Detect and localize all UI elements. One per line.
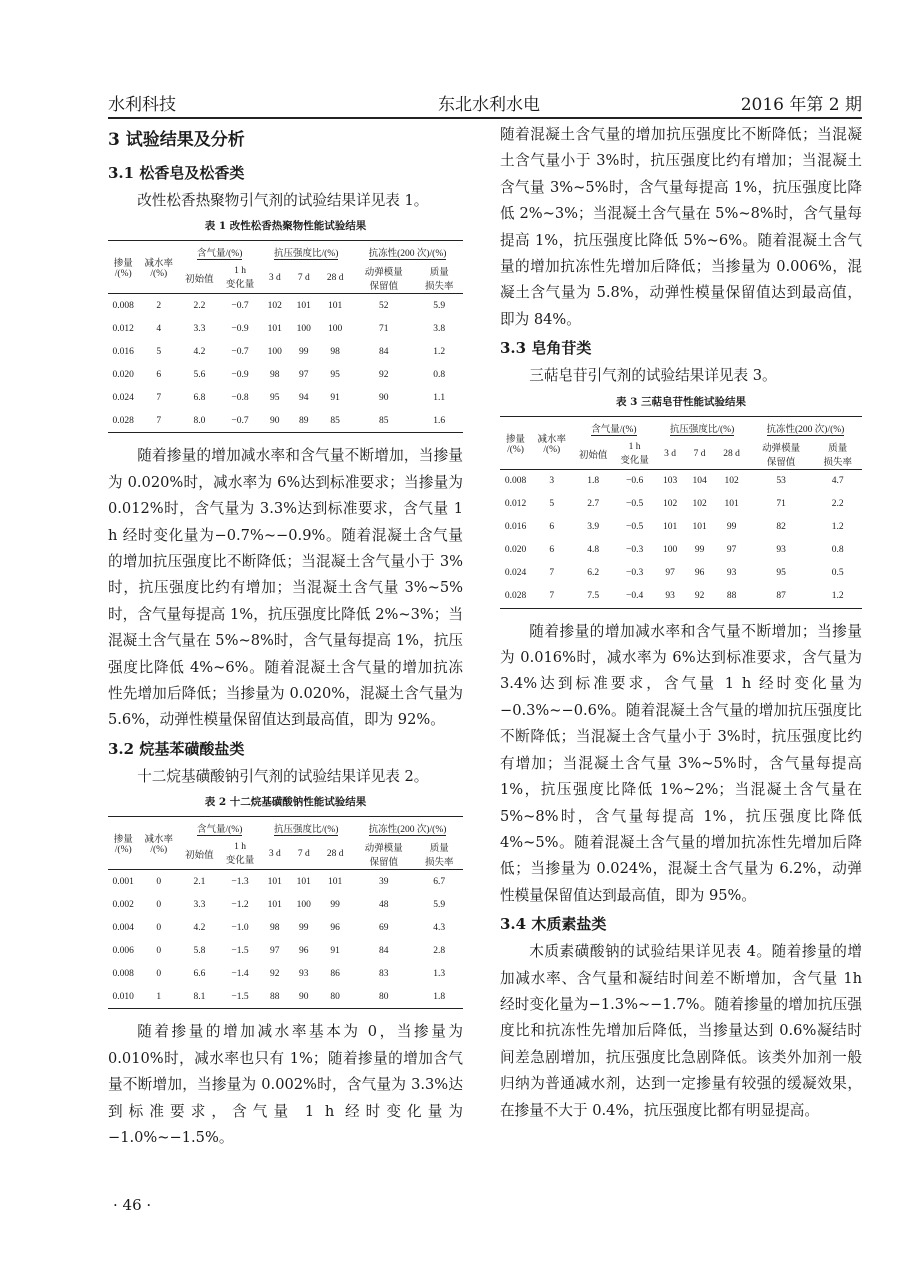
col-water-reduction: 减水率 /(%) — [531, 416, 572, 469]
table-row — [108, 294, 463, 318]
col-1h-change: 1 h 变化量 — [220, 263, 261, 294]
col-7d: 7 d — [289, 263, 318, 294]
col-mass-loss: 质量 损失率 — [415, 839, 463, 870]
table-cell: 93 — [655, 585, 685, 609]
table-cell: 4.2 — [193, 922, 206, 933]
section-3-3-intro: 三萜皂苷引气剂的试验结果详见表 3。 — [529, 367, 777, 385]
table-cell: 104 — [692, 476, 707, 487]
table-cell: −0.9 — [231, 323, 249, 334]
table-cell: 0.006 — [112, 945, 134, 956]
table3-caption: 表 3 三萜皂苷性能试验结果 — [615, 395, 747, 408]
col-frost-resistance: 抗冻性(200 次)/(%) — [749, 416, 862, 439]
table-cell: −1.4 — [231, 968, 249, 979]
table-row — [500, 585, 862, 609]
table-cell: 0.024 — [504, 568, 527, 579]
table-cell: 100 — [267, 346, 282, 357]
section-3-4-heading: 3.4 木质素盐类 — [500, 915, 607, 934]
col-dose: 掺量 /(%) — [500, 416, 531, 469]
table-cell: 91 — [330, 945, 340, 956]
table-row — [108, 386, 463, 409]
table-cell: 6 — [549, 545, 555, 556]
table-3 — [500, 416, 862, 609]
table-cell: −0.7 — [220, 409, 261, 433]
table-row — [500, 539, 862, 562]
table-cell: 1.8 — [587, 476, 600, 487]
table-cell: 6.2 — [587, 568, 600, 579]
table-cell: 0.012 — [504, 499, 527, 510]
section-3-2-intro: 十二烷基磺酸钠引气剂的试验结果详见表 2。 — [137, 767, 429, 785]
col-dose: 掺量 /(%) — [108, 817, 138, 870]
col-1h-change: 1 h 变化量 — [220, 839, 261, 870]
table-cell: 0.008 — [112, 300, 134, 311]
table-cell: 52 — [378, 300, 389, 311]
table-cell: 100 — [662, 545, 678, 556]
table-cell: 103 — [662, 476, 678, 487]
table-cell: 2.7 — [587, 499, 600, 510]
col-28d: 28 d — [318, 263, 352, 294]
table-cell: 99 — [726, 522, 737, 533]
col-initial: 初始值 — [572, 439, 613, 470]
table-row — [500, 493, 862, 516]
table-cell: 102 — [692, 499, 707, 510]
table-cell: 2 — [156, 300, 162, 311]
page-number: · 46 · — [113, 1196, 152, 1214]
table-cell: 0.008 — [504, 476, 527, 487]
table-cell: 98 — [330, 346, 340, 357]
col-initial: 初始值 — [179, 263, 220, 294]
table-cell: 97 — [299, 369, 309, 380]
table-cell: −0.7 — [231, 300, 249, 311]
col-7d: 7 d — [685, 439, 715, 470]
table-cell: 90 — [260, 409, 289, 433]
col-water-reduction: 减水率 /(%) — [138, 241, 179, 294]
table-cell: 102 — [662, 499, 678, 510]
table-cell: 0.8 — [831, 545, 844, 556]
table-cell: 0.001 — [112, 876, 134, 887]
section-3-1-intro: 改性松香热聚物引气剂的试验结果详见表 1。 — [137, 192, 429, 209]
table-cell: 101 — [267, 323, 282, 334]
table-cell: 0 — [156, 968, 162, 979]
table-cell: 53 — [776, 476, 786, 487]
table-cell: 101 — [296, 300, 311, 311]
table-cell: 94 — [299, 392, 309, 403]
table-row — [108, 409, 463, 433]
section-3-2-heading: 3.2 烷基苯磺酸盐类 — [108, 739, 245, 758]
col-air-content: 含气量/(%) — [572, 416, 655, 439]
col-modulus: 动弹模量 保留值 — [352, 263, 415, 294]
col-1h-change: 1 h 变化量 — [614, 439, 655, 470]
table-cell: 88 — [714, 585, 748, 609]
table-cell: 102 — [724, 476, 739, 487]
table-cell: 1.1 — [433, 392, 446, 403]
col-compressive-ratio: 抗压强度比/(%) — [655, 416, 749, 439]
table-row — [108, 340, 463, 363]
table-cell: 4.2 — [193, 346, 206, 357]
table-cell: 2.8 — [433, 945, 446, 956]
table-cell: 0.5 — [831, 568, 844, 579]
table-cell: 102 — [267, 300, 282, 311]
table-cell: 2.1 — [193, 876, 206, 887]
table-cell: 80 — [318, 985, 352, 1009]
table-cell: 83 — [378, 968, 389, 979]
table-cell: 7 — [549, 568, 555, 579]
table-cell: 96 — [299, 945, 309, 956]
table-cell: 0.024 — [112, 392, 134, 403]
table-cell: −1.5 — [220, 985, 261, 1009]
table-cell: 99 — [299, 346, 309, 357]
section-3-4-text: 木质素磺酸钠的试验结果详见表 4。随着掺量的增加减水率、含气量和凝结时间差不断增加，含气量 1h 经时变化量为−1.3%~−1.7%。随着掺量的增加抗压强度比和抗冻性先增加后降低，当掺量达到 0.6%凝结时间差急剧增加，抗压强度比急剧降低。该类外加剂一般归纳为普通减水剂，达到一定掺量有较强的缓凝效果，在掺量不大于 0.4%，抗压强度比都有明显提高。 — [500, 943, 862, 1119]
section-3-3-heading: 3.3 皂角苷类 — [500, 339, 592, 358]
table-cell: 89 — [289, 409, 318, 433]
table-cell: 7 — [138, 409, 179, 433]
table-cell: 3.3 — [193, 899, 206, 910]
table-cell: 1.3 — [433, 968, 446, 979]
table-cell: 97 — [665, 568, 675, 579]
table-cell: 6.7 — [433, 876, 446, 887]
table-cell: 87 — [749, 585, 814, 609]
table-cell: 96 — [694, 568, 705, 579]
table-cell: 1.2 — [831, 522, 844, 533]
table-cell: −0.3 — [625, 545, 644, 556]
table-cell: 98 — [270, 922, 280, 933]
table-row — [108, 916, 463, 939]
table-cell: 0 — [156, 922, 162, 933]
section-3-3-text: 随着掺量的增加减水率和含气量不断增加；当掺量为 0.016%时，减水率为 6%达到标准要求，含气量为 3.4%达到标准要求，含气量 1 h 经时变化量为−0.3%~−0.6%。随着混凝土含气量的增加抗压强度比不断降低；当混凝土含气量小于 3%时，抗压强度比约有增加；当混凝土含气量 3%~5%时，含气量每提高 1%，抗压强度比降低 1%~2%；当混凝土含气量在 5%~8%时，含气量每提高 1%，抗压强度比降低 4%~5%。随着混凝土含气量的增加抗冻性先增加后降低；当掺量为 0.024%，混凝土含气量为 6.2%，动弹性模量保留值达到最高值，即为 95%。 — [500, 622, 862, 904]
table-cell: 0 — [156, 945, 162, 956]
table-cell: 0.008 — [112, 968, 134, 979]
col-air-content: 含气量/(%) — [179, 241, 260, 264]
table-cell: 6.6 — [193, 968, 206, 979]
table-cell: 39 — [378, 876, 389, 887]
table-cell: 80 — [352, 985, 415, 1009]
table-cell: 0.016 — [112, 346, 134, 357]
table-cell: 71 — [776, 499, 786, 510]
table-cell: −0.6 — [625, 476, 644, 487]
table-cell: −0.4 — [614, 585, 655, 609]
table-cell: 4.7 — [831, 476, 844, 487]
table-cell: 3 — [549, 476, 555, 487]
table-cell: 0 — [156, 899, 162, 910]
table-cell: −1.3 — [231, 876, 249, 887]
col-air-content: 含气量/(%) — [179, 817, 260, 840]
table-cell: 93 — [299, 968, 309, 979]
table-cell: 5.9 — [433, 899, 446, 910]
table-cell: 99 — [299, 922, 309, 933]
table-cell: 3.8 — [433, 323, 446, 334]
table-cell: 0.8 — [433, 369, 446, 380]
table-cell: 82 — [776, 522, 786, 533]
table-cell: 100 — [296, 323, 311, 334]
table-cell: 100 — [296, 899, 311, 910]
col-frost-resistance: 抗冻性(200 次)/(%) — [352, 817, 463, 840]
table-cell: 101 — [328, 300, 343, 311]
table-2 — [108, 816, 463, 1009]
section-3-1-heading: 3.1 松香皂及松香类 — [108, 164, 245, 182]
table-cell: 84 — [378, 945, 389, 956]
col-compressive-ratio: 抗压强度比/(%) — [260, 817, 352, 840]
col-7d: 7 d — [289, 839, 318, 870]
col-3d: 3 d — [260, 263, 289, 294]
col-mass-loss: 质量 损失率 — [813, 439, 862, 470]
table-cell: 0.010 — [108, 985, 138, 1009]
table-row — [500, 516, 862, 539]
col-mass-loss: 质量 损失率 — [415, 263, 463, 294]
section-3-1-text: 随着掺量的增加减水率和含气量不断增加，当掺量为 0.020%时，减水率为 6%达到标准要求；当掺量为 0.012%时，含气量为 3.3%达到标准要求，含气量 1 h 经时变化量为−0.7%~−0.9%。随着混凝土含气量的增加抗压强度比不断降低；当混凝土含气量小于 3%时，抗压强度比约有增加；当混凝土含气量 3%~5%时，含气量每提高 1%，抗压强度比降低 2%~3%；当混凝土含气量在 5%~8%时，含气量每提高 1%，抗压强度比降低 4%~6%。随着混凝土含气量的增加抗冻性先增加后降低；当掺量为 0.020%，混凝土含气量为 5.6%，动弹性模量保留值达到最高值，即为 92%。 — [108, 447, 463, 729]
table-cell: 92 — [378, 369, 389, 380]
table-cell: 84 — [378, 346, 389, 357]
table-cell: 95 — [776, 568, 786, 579]
table-cell: 101 — [267, 876, 282, 887]
table-cell: 3.9 — [587, 522, 600, 533]
table-cell: 93 — [776, 545, 786, 556]
table-cell: 5.8 — [193, 945, 206, 956]
table-cell: 4.3 — [433, 922, 446, 933]
table-cell: 101 — [692, 522, 707, 533]
table-cell: 92 — [270, 968, 280, 979]
table-cell: 48 — [378, 899, 389, 910]
table-cell: 91 — [330, 392, 340, 403]
table-row — [108, 870, 463, 894]
table1-caption: 表 1 改性松香热聚物性能试验结果 — [204, 220, 367, 233]
section-3-2-continued: 随着混凝土含气量的增加抗压强度比不断降低；当混凝土含气量小于 3%时，抗压强度比约有增加；当混凝土含气量 3%~5%时，含气量每提高 1%，抗压强度比降低 2%~3%；当混凝土含气量在 5%~8%时，含气量每提高 1%，抗压强度比降低 5%~6%。随着混凝土含气量的增加抗冻性先增加后降低；当掺量为 0.006%，混凝土含气量为 5.8%，动弹性模量保留值达到最高值，即为 84%。 — [500, 126, 862, 328]
col-frost-resistance: 抗冻性(200 次)/(%) — [352, 241, 463, 264]
table-row — [108, 939, 463, 962]
table-cell: 96 — [330, 922, 340, 933]
table-cell: 101 — [267, 899, 282, 910]
table-cell: 5.6 — [193, 369, 206, 380]
table-cell: −1.2 — [231, 899, 249, 910]
header-right: 2016 年第 2 期 — [740, 95, 862, 115]
table-cell: 5 — [156, 346, 162, 357]
table-cell: 6 — [549, 522, 555, 533]
table-cell: 2.2 — [193, 300, 206, 311]
table-cell: 99 — [330, 899, 340, 910]
col-modulus: 动弹模量 保留值 — [352, 839, 415, 870]
table-cell: 0.016 — [504, 522, 527, 533]
table-cell: 0.028 — [500, 585, 531, 609]
running-header — [108, 88, 862, 118]
table-cell: 92 — [685, 585, 715, 609]
table-cell: −0.7 — [231, 346, 249, 357]
table-cell: −1.5 — [231, 945, 249, 956]
table-cell: 0.002 — [112, 899, 134, 910]
table-row — [108, 985, 463, 1009]
table-cell: 101 — [296, 876, 311, 887]
table-cell: 101 — [662, 522, 678, 533]
table-cell: 6.8 — [193, 392, 206, 403]
table-cell: 0.028 — [108, 409, 138, 433]
table-cell: 1.2 — [433, 346, 446, 357]
table-cell: 99 — [694, 545, 705, 556]
table-cell: 95 — [270, 392, 280, 403]
table-row — [108, 363, 463, 386]
col-28d: 28 d — [318, 839, 352, 870]
table-cell: 5 — [549, 499, 555, 510]
col-3d: 3 d — [655, 439, 685, 470]
col-modulus: 动弹模量 保留值 — [749, 439, 814, 470]
table-cell: 97 — [726, 545, 737, 556]
table-cell: 1.8 — [415, 985, 463, 1009]
table-cell: 6 — [156, 369, 162, 380]
table-cell: −0.3 — [625, 568, 644, 579]
table-cell: 86 — [330, 968, 340, 979]
table-cell: 71 — [378, 323, 389, 334]
table-cell: 8.1 — [179, 985, 220, 1009]
left-column — [108, 122, 463, 1151]
table-cell: 90 — [378, 392, 389, 403]
section-3-heading: 3 试验结果及分析 — [108, 130, 245, 150]
col-water-reduction: 减水率 /(%) — [138, 817, 179, 870]
table-cell: 7 — [156, 392, 162, 403]
table-cell: 1.2 — [813, 585, 862, 609]
table-cell: 7 — [531, 585, 572, 609]
col-3d: 3 d — [260, 839, 289, 870]
table-cell: 1 — [138, 985, 179, 1009]
table-cell: 7.5 — [572, 585, 613, 609]
header-center: 东北水利水电 — [438, 95, 540, 115]
table-cell: 101 — [328, 876, 343, 887]
table-row — [500, 562, 862, 585]
table-cell: 100 — [328, 323, 343, 334]
table-cell: −0.8 — [231, 392, 249, 403]
table-cell: 4 — [156, 323, 162, 334]
table-cell: 0 — [156, 876, 162, 887]
table-cell: 0.020 — [504, 545, 527, 556]
table-cell: 97 — [270, 945, 280, 956]
table-cell: 8.0 — [179, 409, 220, 433]
header-left: 水利科技 — [108, 95, 176, 115]
table-cell: 95 — [330, 369, 340, 380]
table-cell: 1.6 — [415, 409, 463, 433]
table-cell: 2.2 — [831, 499, 844, 510]
table-row — [108, 893, 463, 916]
header-rule — [108, 117, 862, 119]
table-cell: 4.8 — [587, 545, 600, 556]
table-cell: −0.9 — [231, 369, 249, 380]
col-28d: 28 d — [714, 439, 748, 470]
table-cell: 90 — [289, 985, 318, 1009]
table-cell: 85 — [318, 409, 352, 433]
table-cell: 3.3 — [193, 323, 206, 334]
table-cell: 88 — [260, 985, 289, 1009]
table-cell: 0.004 — [112, 922, 134, 933]
table-row — [108, 317, 463, 340]
table2-caption: 表 2 十二烷基磺酸钠性能试验结果 — [204, 796, 367, 809]
table-cell: 0.012 — [112, 323, 134, 334]
table-cell: −0.5 — [625, 522, 644, 533]
col-initial: 初始值 — [179, 839, 220, 870]
right-column — [500, 122, 862, 1124]
table-cell: 69 — [378, 922, 389, 933]
table-cell: −1.0 — [231, 922, 249, 933]
table-cell: 5.9 — [433, 300, 446, 311]
table-1 — [108, 240, 463, 433]
col-compressive-ratio: 抗压强度比/(%) — [260, 241, 352, 264]
table-cell: 85 — [352, 409, 415, 433]
table-row — [108, 962, 463, 985]
table-cell: 93 — [726, 568, 737, 579]
table-cell: 98 — [270, 369, 280, 380]
section-3-2-text: 随着掺量的增加减水率基本为 0，当掺量为 0.010%时，减水率也只有 1%；随着掺量的增加含气量不断增加，当掺量为 0.002%时，含气量为 3.3%达到标准要求，含气量 1 h 经时变化量为−1.0%~−1.5%。 — [108, 1023, 463, 1146]
table-cell: 0.020 — [112, 369, 134, 380]
col-dose: 掺量 /(%) — [108, 241, 138, 294]
table-row — [500, 469, 862, 493]
table-cell: −0.5 — [625, 499, 644, 510]
table-cell: 101 — [724, 499, 739, 510]
